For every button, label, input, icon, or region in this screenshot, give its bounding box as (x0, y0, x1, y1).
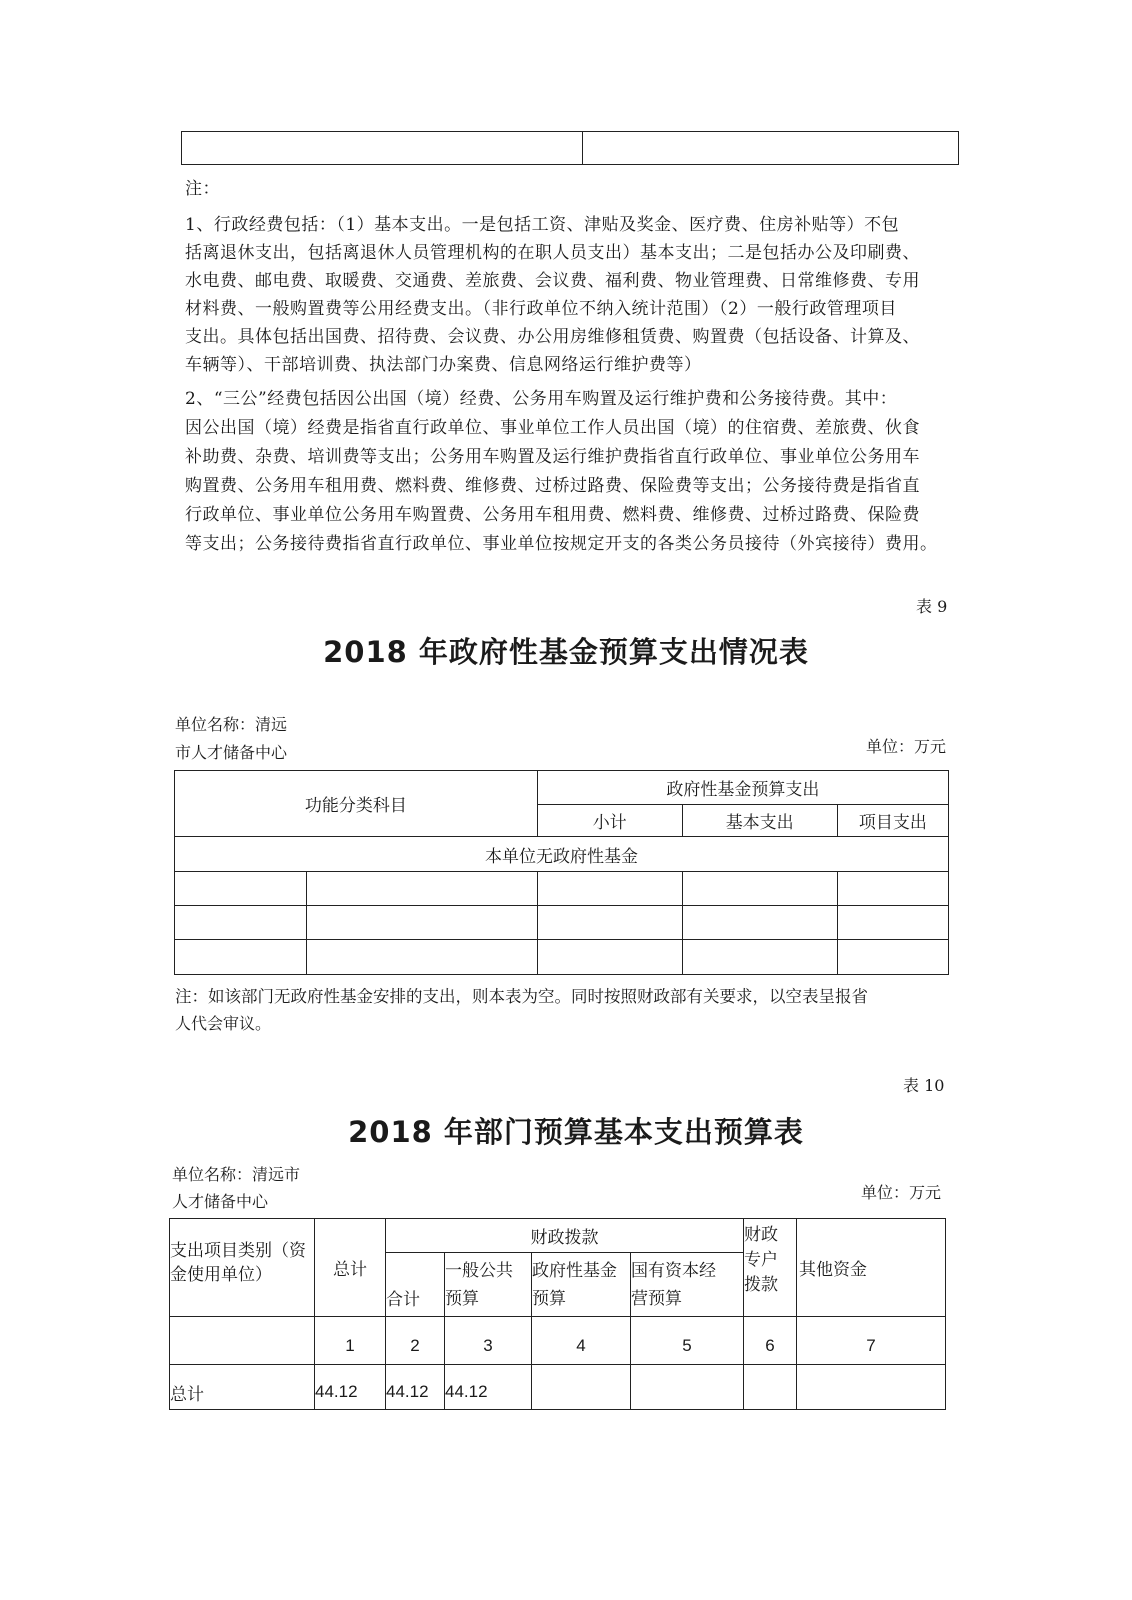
table9 (174, 770, 949, 975)
table10-sum-value: 44.12 (386, 1365, 445, 1410)
table10-label: 表 10 (903, 1076, 945, 1095)
table9-cell (175, 940, 307, 975)
table10-header-category-line: 金使用单位） (170, 1265, 272, 1285)
table10-index: 5 (631, 1317, 744, 1365)
table10-cell (797, 1365, 946, 1410)
table9-cell (307, 872, 538, 906)
note-line: 车辆等）、干部培训费、执法部门办案费、信息网络运行维护费等） (185, 355, 702, 375)
table9-cell (837, 940, 948, 975)
table10-header-gov-fund (532, 1253, 631, 1317)
note-line: 水电费、邮电费、取暖费、交通费、差旅费、会议费、福利费、物业管理费、日常维修费、专用 (185, 271, 920, 291)
table10-index: 3 (445, 1317, 532, 1365)
table9-header-basic: 基本支出 (682, 805, 837, 837)
table10-index: 7 (797, 1317, 946, 1365)
table9-cell (537, 872, 682, 906)
table10-total-value: 44.12 (315, 1365, 386, 1410)
note-line: 等支出；公务接待费指省直行政单位、事业单位按规定开支的各类公务员接待（外宾接待）费用。 (185, 534, 938, 554)
note-line: 1、行政经费包括：（1）基本支出。一是包括工资、津贴及奖金、医疗费、住房补贴等）不包 (185, 215, 900, 235)
table10-header-special-line: 财政 (744, 1225, 778, 1245)
table9-cell (682, 872, 837, 906)
table9-header-project: 项目支出 (837, 805, 948, 837)
table10-header-special-line: 拨款 (744, 1275, 778, 1295)
table10-header-general-line: 预算 (445, 1288, 479, 1309)
table10-cell (744, 1365, 797, 1410)
table10-header-gov-fund-line: 政府性基金 (532, 1260, 617, 1281)
table9-note: 注：如该部门无政府性基金安排的支出，则本表为空。同时按照财政部有关要求，以空表呈报省 (175, 987, 868, 1006)
prev-table-cell (182, 132, 583, 165)
table9-cell (837, 872, 948, 906)
table10-header-other: 其他资金 (797, 1219, 946, 1317)
table9-header-subtotal: 小计 (537, 805, 682, 837)
table10-index: 4 (532, 1317, 631, 1365)
table9-unit: 单位：万元 (866, 737, 947, 756)
table9-cell (682, 906, 837, 940)
table9-cell (175, 872, 307, 906)
note-line: 材料费、一般购置费等公用经费支出。（非行政单位不纳入统计范围）（2）一般行政管理项目 (185, 299, 897, 319)
note-line: 2、“三公”经费包括因公出国（境）经费、公务用车购置及运行维护费和公务接待费。其中： (185, 389, 898, 409)
table10-cell (532, 1365, 631, 1410)
table9-unit-name-cont: 市人才储备中心 (175, 743, 288, 762)
table9-title: 2018 年政府性基金预算支出情况表 (323, 635, 809, 669)
table10-unit-name: 单位名称：清远市 (172, 1165, 301, 1184)
table10-header-special (744, 1219, 797, 1317)
note-line: 购置费、公务用车租用费、燃料费、维修费、过桥过路费、保险费等支出；公务接待费是指省直 (185, 476, 920, 496)
table9-note-cont: 人代会审议。 (175, 1014, 272, 1033)
note-line: 因公出国（境）经费是指省直行政单位、事业单位工作人员出国（境）的住宿费、差旅费、伙食 (185, 418, 920, 438)
table9-cell (537, 940, 682, 975)
table10-header-gov-fund-line: 预算 (532, 1288, 566, 1309)
table10 (169, 1218, 946, 1410)
table10-index: 1 (315, 1317, 386, 1365)
table10-header-general-line: 一般公共 (445, 1260, 513, 1281)
table10-header-state (631, 1253, 744, 1317)
prev-table-cell (583, 132, 959, 165)
table10-index: 2 (386, 1317, 445, 1365)
table10-general-value: 44.12 (445, 1365, 532, 1410)
note-line: 行政单位、事业单位公务用车购置费、公务用车租用费、燃料费、维修费、过桥过路费、保险费 (185, 505, 920, 525)
prev-table-bottom-row (181, 131, 959, 165)
table9-unit-name: 单位名称：清远 (175, 715, 288, 734)
note-line: 补助费、杂费、培训费等支出；公务用车购置及运行维护费指省直行政单位、事业单位公务用车 (185, 447, 920, 467)
table10-unit: 单位：万元 (861, 1183, 942, 1202)
table9-cell (682, 940, 837, 975)
table9-cell (307, 940, 538, 975)
table10-index: 6 (744, 1317, 797, 1365)
table9-header-category: 功能分类科目 (175, 771, 538, 837)
table9-cell (175, 906, 307, 940)
table10-index-row (170, 1317, 946, 1365)
note-line: 支出。具体包括出国费、招待费、会议费、办公用房维修租赁费、购置费（包括设备、计算及、 (185, 327, 920, 347)
table10-cell (170, 1317, 315, 1365)
table10-header-category (170, 1219, 315, 1317)
table9-cell (537, 906, 682, 940)
note-line: 括离退休支出，包括离退休人员管理机构的在职人员支出）基本支出；二是包括办公及印刷费、 (185, 243, 920, 263)
table10-header-fiscal: 财政拨款 (386, 1219, 744, 1253)
table9-header-group: 政府性基金预算支出 (537, 771, 948, 805)
notes-heading: 注： (185, 179, 220, 199)
table9-cell (307, 906, 538, 940)
table9-cell (837, 906, 948, 940)
table10-header-state-line: 营预算 (631, 1288, 682, 1309)
table9-empty-notice: 本单位无政府性基金 (175, 837, 949, 872)
table10-header-total: 总计 (315, 1219, 386, 1317)
table10-header-special-line: 专户 (744, 1250, 778, 1270)
table10-total-row (170, 1365, 946, 1410)
table10-cell (631, 1365, 744, 1410)
table10-header-sum: 合计 (386, 1253, 445, 1317)
table10-header-state-line: 国有资本经 (631, 1260, 716, 1281)
table10-header-category-line: 支出项目类别（资 (170, 1241, 306, 1261)
table10-title: 2018 年部门预算基本支出预算表 (348, 1115, 804, 1149)
table10-total-label: 总计 (170, 1365, 315, 1410)
table10-header-general (445, 1253, 532, 1317)
table10-unit-name-cont: 人才储备中心 (172, 1192, 269, 1211)
table9-label: 表 9 (916, 597, 948, 616)
